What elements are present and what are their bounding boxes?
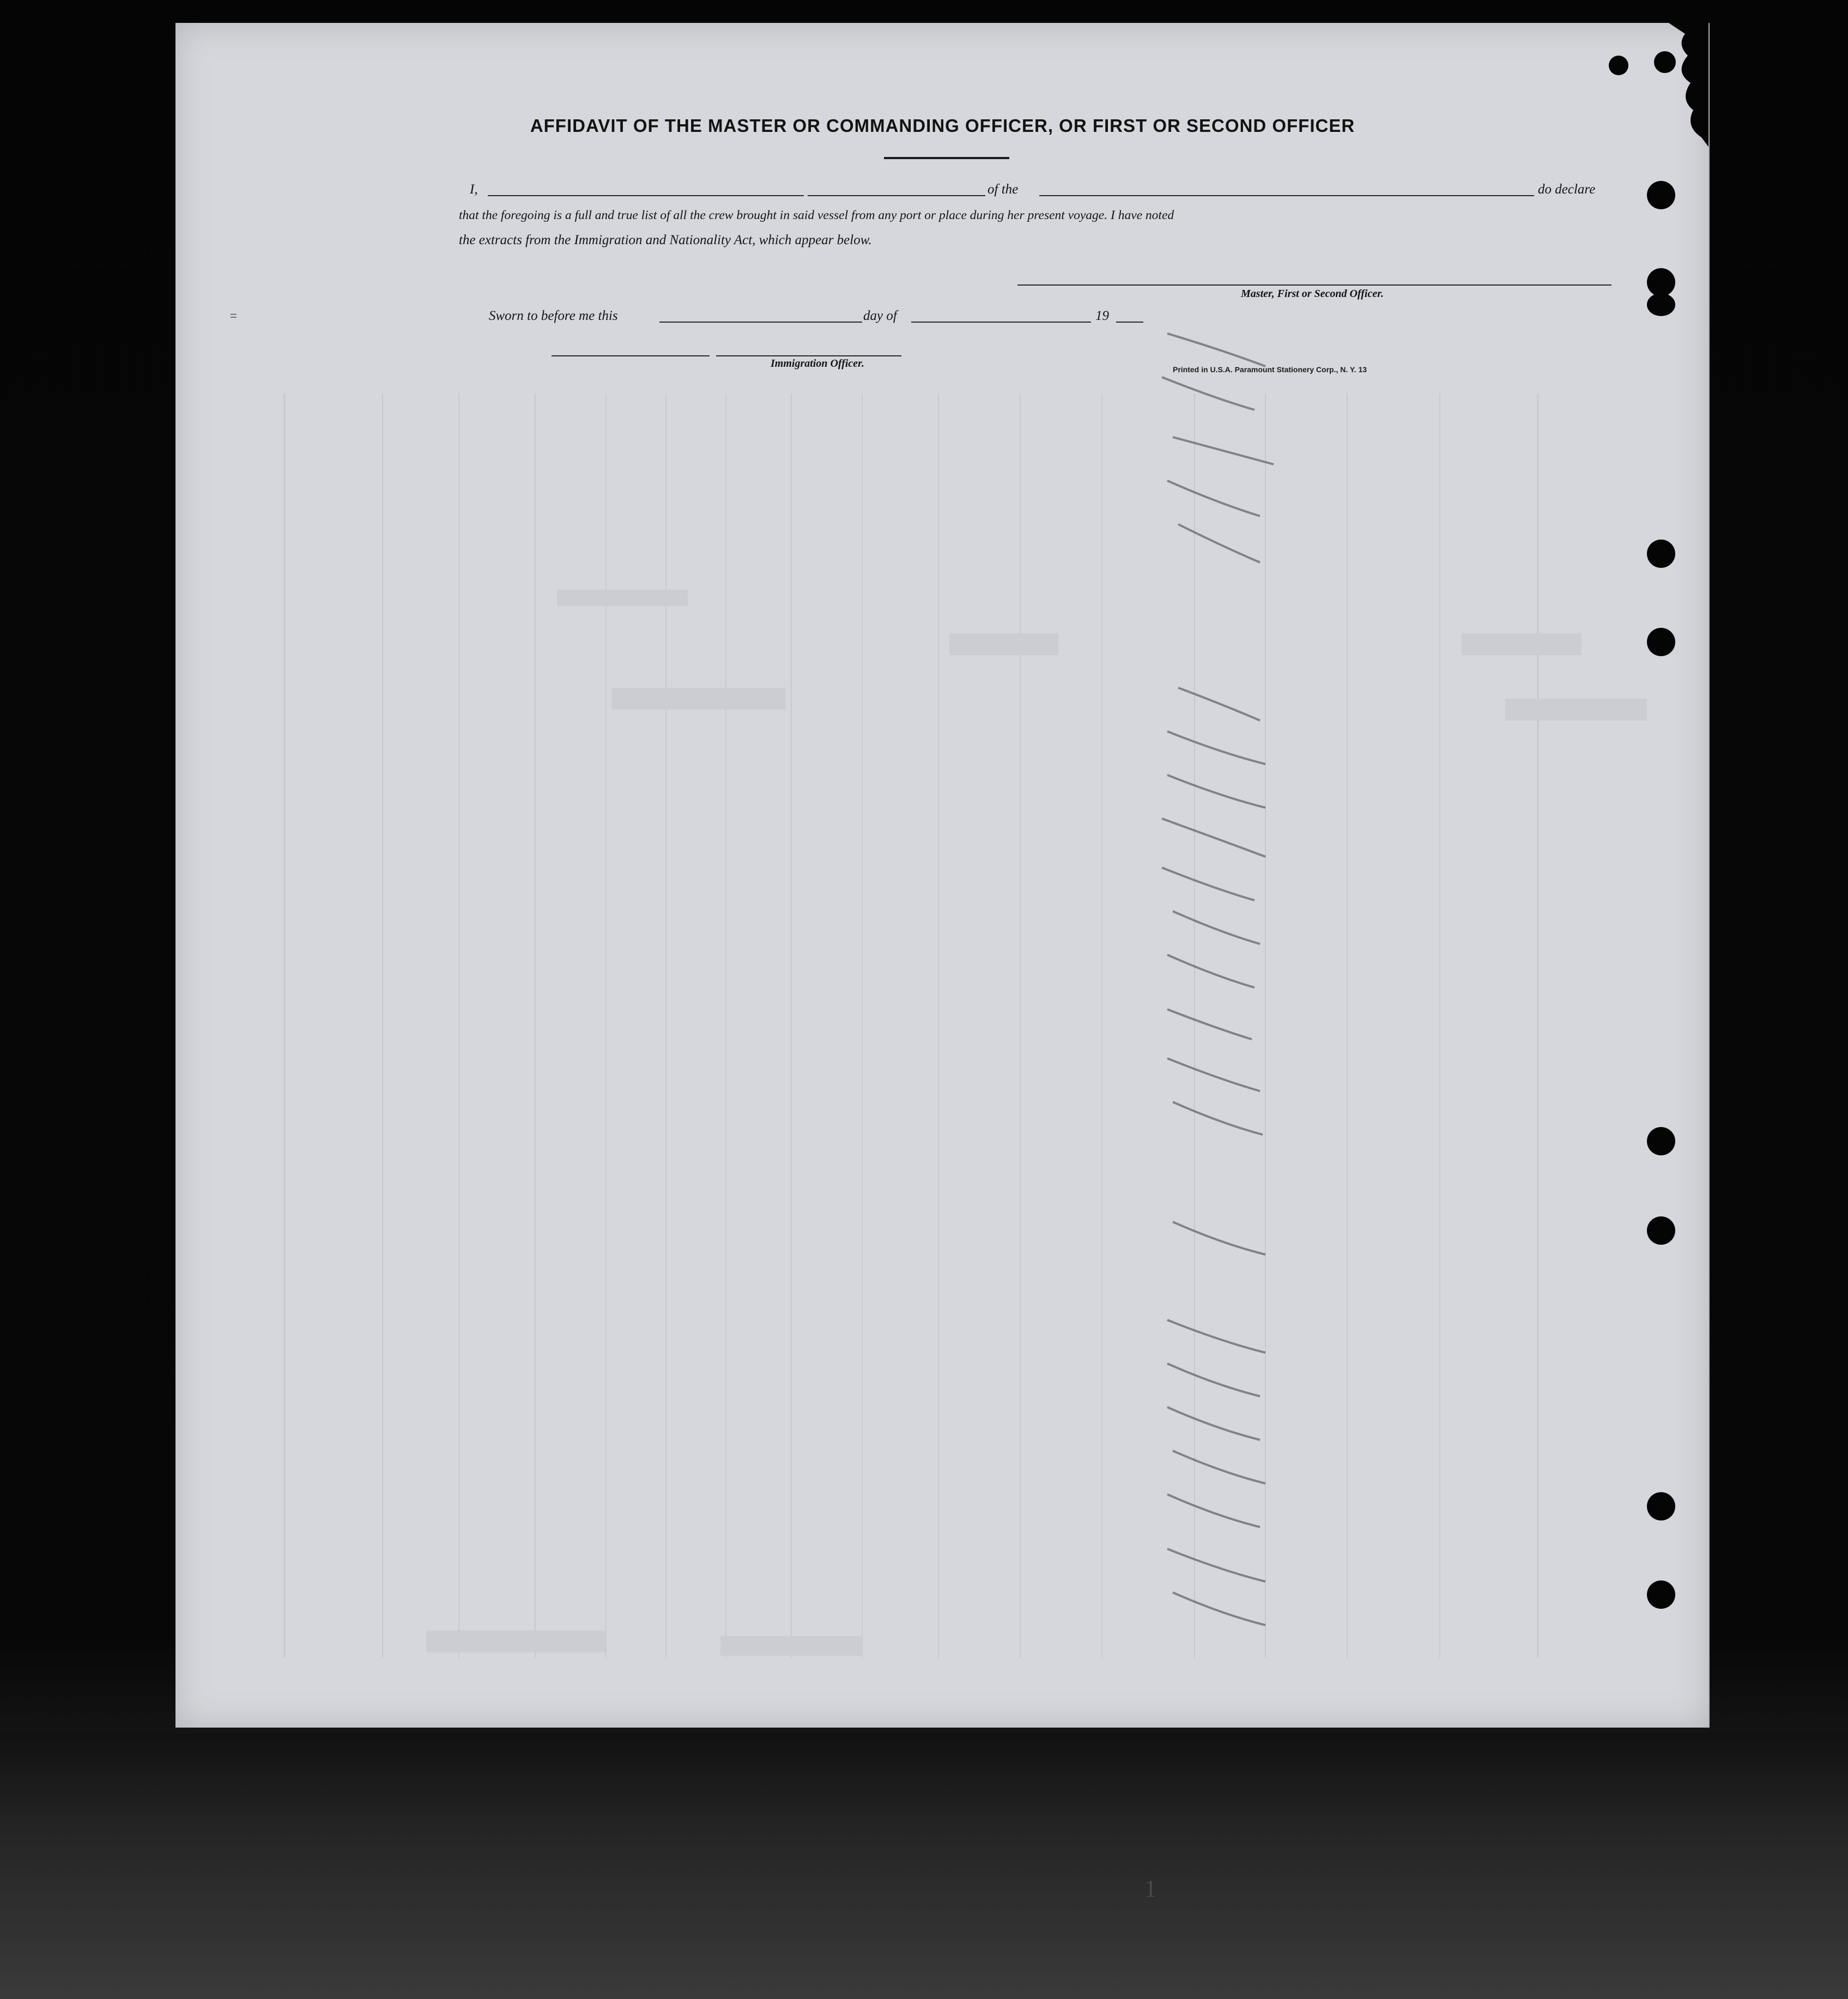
- sworn-prefix: Sworn to before me this: [489, 308, 618, 323]
- master-signature-blank[interactable]: [1017, 284, 1611, 286]
- bleed-through-grid: [175, 23, 1710, 1728]
- declaration-i: I,: [470, 182, 478, 197]
- punch-hole: [1654, 51, 1676, 73]
- affidavit-title: AFFIDAVIT OF THE MASTER OR COMMANDING OFFICER, OR FIRST OR SECOND OFFICER: [530, 116, 1355, 136]
- punch-hole: [1647, 628, 1675, 656]
- declaration-line-3: the extracts from the Immigration and Nationality Act, which appear below.: [459, 233, 872, 247]
- sworn-month-blank[interactable]: [911, 322, 1091, 323]
- punch-hole: [1647, 293, 1675, 316]
- form-page: [175, 23, 1710, 1728]
- scan-bottom-band: [0, 1733, 1848, 1999]
- punch-hole: [1647, 1580, 1675, 1609]
- punch-hole: [1647, 181, 1675, 209]
- master-title-blank[interactable]: [808, 195, 985, 196]
- declaration-do-declare: do declare: [1538, 182, 1596, 197]
- declaration-of-the: of the: [987, 182, 1019, 197]
- immigration-officer-blank-right[interactable]: [716, 355, 901, 356]
- printer-note: Printed in U.S.A. Paramount Stationery Corp., N. Y. 13: [1173, 365, 1367, 374]
- punch-hole: [1647, 268, 1675, 296]
- handwritten-numeral: 1: [1144, 1875, 1156, 1902]
- sworn-day-blank[interactable]: [659, 322, 862, 323]
- margin-mark: =: [230, 309, 237, 323]
- bleed-through-check-marks: [1156, 328, 1462, 1663]
- punch-hole: [1609, 56, 1628, 75]
- punch-hole: [1647, 1492, 1675, 1521]
- punch-hole: [1647, 1216, 1675, 1245]
- sworn-year-prefix: 19: [1095, 308, 1109, 323]
- master-name-blank[interactable]: [488, 195, 804, 196]
- vessel-name-blank[interactable]: [1039, 195, 1534, 196]
- punch-hole: [1647, 1127, 1675, 1155]
- title-underline: [884, 157, 1009, 159]
- declaration-line-2: that the foregoing is a full and true list of all the crew brought in said vessel from any port or place during her present voyage. I have noted: [459, 208, 1174, 222]
- torn-corner: [1669, 23, 1710, 148]
- sworn-day-of: day of: [863, 308, 897, 323]
- sworn-year-blank[interactable]: [1116, 322, 1143, 323]
- immigration-officer-blank-left[interactable]: [552, 355, 710, 356]
- punch-hole: [1647, 540, 1675, 568]
- master-signature-label: Master, First or Second Officer.: [1241, 288, 1384, 300]
- immigration-officer-label: Immigration Officer.: [771, 358, 864, 369]
- page-edge: [1708, 23, 1710, 1728]
